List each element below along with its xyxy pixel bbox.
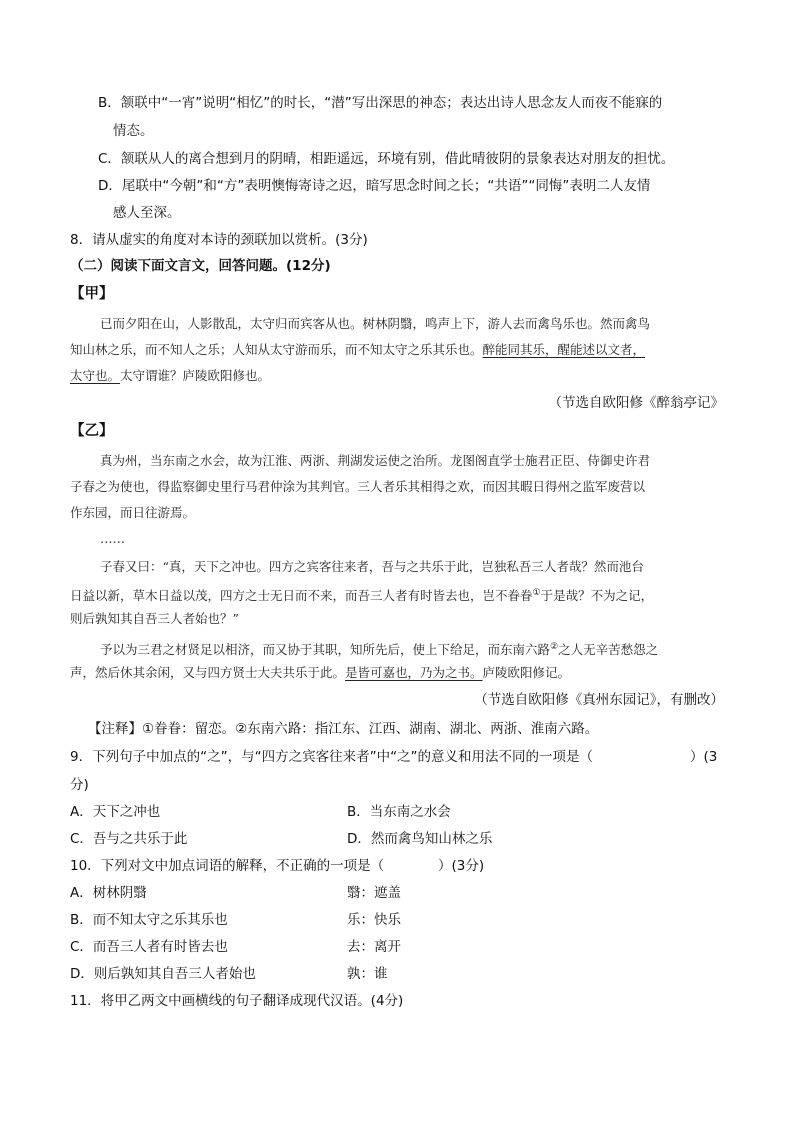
passage-jia-source: （节选自欧阳修《醉翁亭记》 [548, 395, 724, 411]
passage-yi-line: 子春之为使也，得监察御史里行马君仲涂为其判官。三人者乐其相得之欢，而因其暇日得州之监军废营以 [70, 479, 646, 494]
passage-jia-text: 知山林之乐，而不知人之乐；人知从太守游而乐，而不知太守之乐其乐也。 [70, 342, 483, 357]
q7-option-d: D．尾联中“今朝”和“方”表明懊悔寄诗之迟，暗写思念时间之长；“共语”“同悔”表明二人友情 [98, 178, 651, 194]
passage-yi-source: （节选自欧阳修《真州东园记》，有删改） [474, 692, 724, 708]
question-10-option-a: A．树林阴翳 [70, 885, 147, 901]
question-9-option-d: D．然而禽鸟知山林之乐 [347, 831, 493, 847]
footnote-marker: ② [550, 642, 559, 652]
question-10-option-d: D．则后孰知其自吾三人者始也 [70, 966, 256, 982]
question-10-gloss-c: 去：离开 [347, 939, 401, 955]
passage-jia-label: 【甲】 [70, 286, 114, 302]
passage-jia-line [70, 366, 270, 386]
question-9-option-b: B．当东南之水会 [347, 804, 451, 820]
passage-yi-line: 作东园，而日往游焉。 [70, 505, 196, 520]
underlined-sentence: 醉能同其乐，醒能述以文者， [482, 342, 646, 357]
passage-yi-line: 子春又曰：“真，天下之冲也。四方之宾客往来者，吾与之共乐于此，岂独私吾三人者哉？然而池台 [100, 559, 644, 574]
annotation-note: 【注释】①眷眷：留恋。②东南六路：指江东、江西、湖南、湖北、两浙、淮南六路。 [88, 721, 599, 737]
passage-yi-line [70, 663, 570, 683]
underlined-sentence: 太守也。 [70, 368, 121, 383]
question-10-option-c: C．而吾三人者有时皆去也 [70, 939, 228, 955]
question-11: 11．将甲乙两文中画横线的句子翻译成现代汉语。(4分) [70, 993, 404, 1009]
question-10-gloss-b: 乐：快乐 [347, 912, 401, 928]
question-9-option-c: C．吾与之共乐于此 [70, 831, 188, 847]
q7-option-b-cont: 情态。 [113, 123, 154, 139]
question-10-gloss-d: 孰：谁 [347, 966, 388, 982]
q7-option-b: B．颔联中“一宵”说明“相忆”的时长，“潜”写出深思的神态；表达出诗人思念友人而夜不能寐的 [98, 95, 663, 111]
passage-yi-line [100, 637, 658, 660]
passage-yi-text: 于是哉？不为之记， [540, 588, 654, 604]
question-9-option-a: A．天下之冲也 [70, 804, 161, 820]
passage-yi-line: 真为州，当东南之水会，故为江淮、两浙、荆湖发运使之治所。龙图阁直学士施君正臣、侍御史许君 [100, 453, 651, 468]
passage-yi-line [70, 583, 653, 606]
question-9-stem-cont: 分) [70, 777, 89, 793]
question-9-points: ）(3 [690, 749, 718, 765]
passage-jia-line: 已而夕阳在山，人影散乱，太守归而宾客从也。树林阴翳，鸣声上下，游人去而禽鸟乐也。然而禽鸟 [100, 316, 651, 331]
q7-option-d-cont: 感人至深。 [113, 205, 181, 221]
passage-yi-ellipsis: …… [100, 531, 125, 546]
section-2-heading: （二）阅读下面文言文，回答问题。(12分) [70, 258, 331, 274]
passage-yi-text: 声，然后休其余闲，又与四方贤士大夫共乐于此。 [70, 665, 346, 680]
q7-option-c: C．颔联从人的离合想到月的阴晴，相距遥远，环境有别，借此晴彼阴的景象表达对朋友的担忧。 [98, 151, 675, 167]
question-10-option-b: B．而不知太守之乐其乐也 [70, 912, 228, 928]
passage-yi-text: 之人无辛苦愁怨之 [558, 642, 659, 658]
passage-yi-text: 予以为三君之材贤足以相济，而又协于其职，知所先后，使上下给足，而东南六路 [100, 642, 551, 658]
passage-yi-line: 则后孰知其自吾三人者始也？” [70, 611, 239, 626]
passage-yi-text: 日益以新，草木日益以茂，四方之士无日而不来，而吾三人者有时皆去也，岂不眷眷 [70, 588, 533, 604]
footnote-marker: ① [532, 588, 541, 598]
question-10-gloss-a: 翳：遮盖 [347, 885, 401, 901]
question-10-points: ）(3分) [438, 858, 485, 874]
underlined-sentence: 是皆可嘉也，乃为之书。 [345, 665, 483, 680]
passage-yi-label: 【乙】 [70, 423, 114, 439]
question-10-stem: 10．下列对文中加点词语的解释，不正确的一项是（ [70, 858, 385, 874]
question-8: 8．请从虚实的角度对本诗的颈联加以赏析。(3分) [70, 232, 368, 248]
passage-jia-text: 太守谓谁？庐陵欧阳修也。 [120, 368, 271, 383]
question-9-stem: 9．下列句子中加点的“之”，与“四方之宾客往来者”中“之”的意义和用法不同的一项是（ [70, 749, 594, 765]
passage-jia-line [70, 340, 645, 360]
passage-yi-text: 庐陵欧阳修记。 [482, 665, 571, 680]
